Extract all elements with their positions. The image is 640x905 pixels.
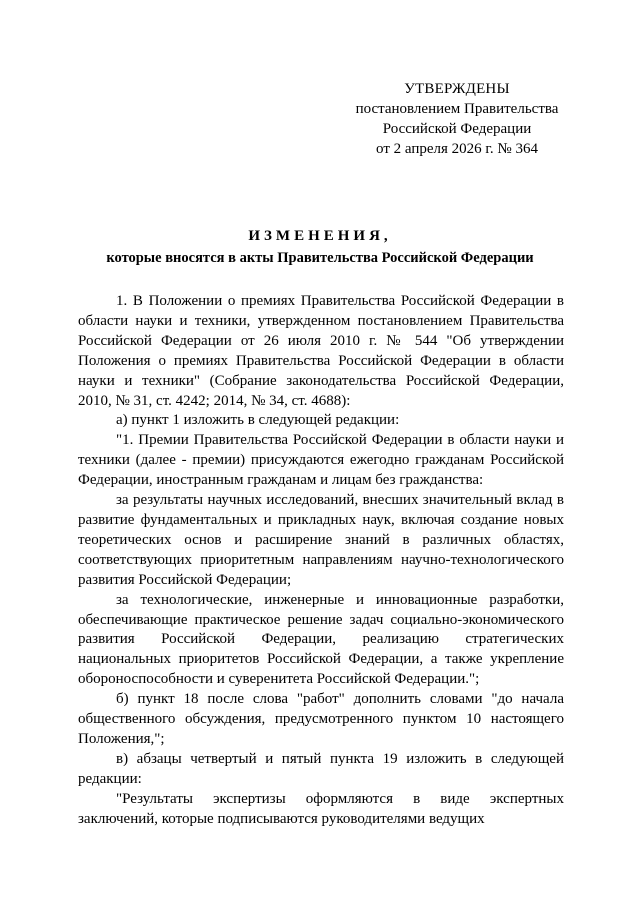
document-title: ИЗМЕНЕНИЯ, [248,228,392,244]
paragraph: а) пункт 1 изложить в следующей редакции: [116,412,400,429]
approval-block [342,79,572,159]
approval-line-3: от 2 апреля 2026 г. № 364 [376,141,538,157]
paragraph: б) пункт 18 после слова "работ" дополнить словами "до начала общественного обсуждения, предусмотренного пунктом 10 настоящего Положения,"; [78,691,564,747]
paragraph: 1. В Положении о премиях Правительства Российской Федерации в области науки и техники, утвержденном постановлением Правительства Российской Федерации от 26 июля 2010 г. № 544 "Об утверждении Положения о премиях Правительства Российской Федерации в области науки и техники" (Собрание законодательства Российской Федерации, 2010, № 31, ст. 4242; 2014, № 34, ст. 4688): [78,293,564,409]
paragraph: в) абзацы четвертый и пятый пункта 19 изложить в следующей редакции: [78,750,564,787]
approval-stamp: УТВЕРЖДЕНЫ [404,81,510,97]
paragraph: за технологические, инженерные и инновационные разработки, обеспечивающие практическое решение задач социально-экономического развития Российской Федерации, реализацию стратегических национальных приоритетов Российской Федерации, а также укрепление обороноспособности и суверенитета Российской Федерации."; [78,591,564,688]
paragraph: за результаты научных исследований, внесших значительный вклад в развитие фундаментальных и прикладных наук, включая создание новых теоретических основ и расширение знаний в различных областях, соответствующих приоритетным направлениям научно-технологического развития Российской Федерации; [78,492,564,588]
paragraph: "1. Премии Правительства Российской Федерации в области науки и техники (далее - премии) присуждаются ежегодно гражданам Российской Федерации, иностранным гражданам и лицам без гражданства: [78,432,564,489]
document-body [78,292,564,829]
approval-line-1: постановлением Правительства [355,101,559,117]
approval-line-2: Российской Федерации [382,121,532,137]
document-subtitle: которые вносятся в акты Правительства Российской Федерации [106,250,534,266]
paragraph: "Результаты экспертизы оформляются в виде экспертных заключений, которые подписываются руководителями ведущих [78,790,564,827]
